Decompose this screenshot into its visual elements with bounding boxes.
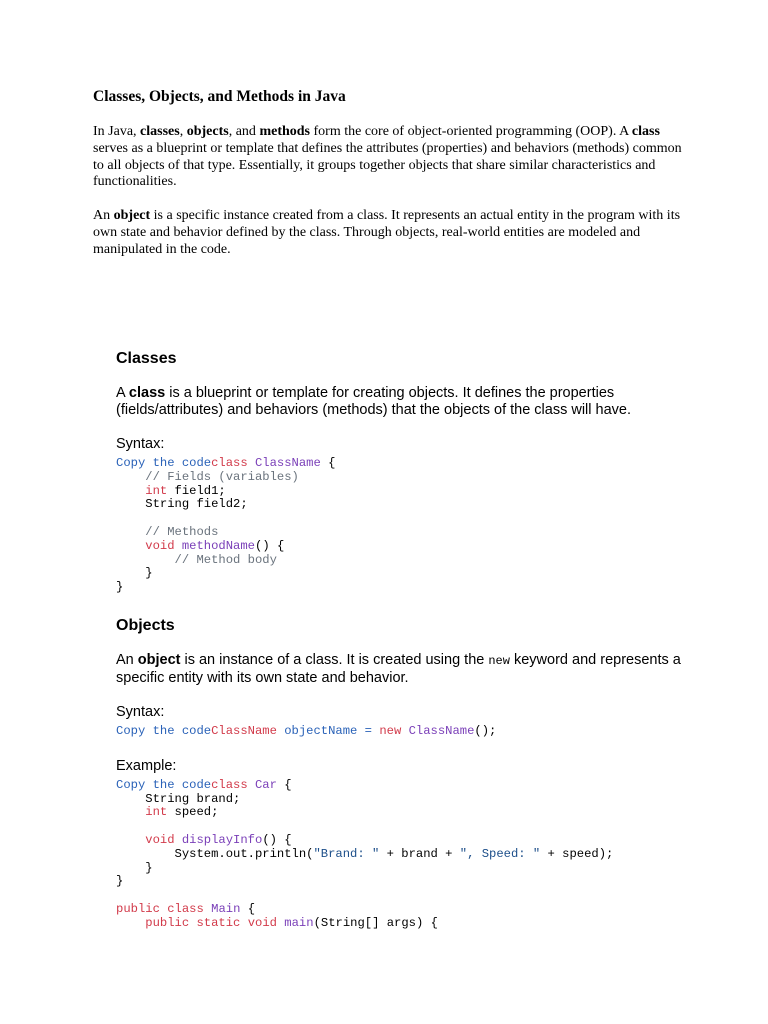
code-keyword: class [211,456,248,470]
copy-code-button[interactable]: Copy the code [116,777,212,792]
code-text: String field2; [145,497,248,512]
code-keyword: void [145,538,175,553]
code-text: { [240,901,256,916]
code-text: { [320,456,336,470]
code-text: String brand; [145,791,241,806]
code-text: } [145,860,153,875]
bold-term-class: class [631,124,660,139]
code-identifier: methodName [181,538,255,553]
code-text: } [116,874,124,889]
code-string: ", Speed: " [459,846,541,861]
text-run: serves as a blueprint or template that defines the attributes (properties) and behaviors (methods) common to all objects of that type. Essentially, it groups together objects that share similar characteristics and functionalities. [93,140,682,190]
code-text: System.out.println( [174,846,314,861]
text-run: A [116,385,129,401]
text-run: is an instance of a class. It is created using the [180,652,489,668]
code-text: objectName = [276,724,380,738]
code-text: () { [255,538,285,553]
code-keyword: void [247,915,277,930]
objects-syntax-code-block [116,725,686,739]
code-keyword: class [167,901,204,916]
code-keyword: class [211,777,248,792]
code-text: } [145,566,153,581]
classes-description [116,385,686,419]
text-run: keyword and represents a specific entity with its own state and behavior. [116,652,681,686]
code-comment: // Fields (variables) [145,469,299,484]
code-string: "Brand: " [313,846,380,861]
code-text: (String[] args) { [313,915,438,930]
copy-code-button[interactable]: Copy the code [116,456,212,470]
code-text: (); [474,724,497,738]
inline-code-new: new [488,654,510,668]
classes-syntax-label: Syntax: [116,436,165,452]
text-run: , and [228,124,260,139]
code-text: } [116,580,124,595]
code-identifier: ClassName [211,724,277,738]
code-text: () { [262,832,292,847]
classes-section [116,350,686,595]
code-text: + speed); [540,846,614,861]
classes-heading: Classes [116,350,177,367]
intro-paragraph-2 [93,208,683,258]
text-run: An [93,208,114,223]
bold-term-classes: classes [140,124,180,139]
objects-example-label: Example: [116,757,177,774]
code-keyword: static [196,915,241,930]
bold-term-object: object [137,652,181,668]
code-text: speed; [167,805,219,820]
text-run: is a specific instance created from a class. It represents an actual entity in the program with its own state and behavior defined by the class. Through objects, real-world entities are modeled and manipulated in the code. [93,208,681,257]
text-run: form the core of object-oriented programming (OOP). A [310,124,632,139]
code-identifier: ClassName [254,456,321,470]
text-run: In Java, [93,124,141,139]
bold-term-object: object [113,208,151,223]
code-comment: // Methods [145,524,219,539]
objects-syntax-label: Syntax: [116,704,165,720]
code-identifier: ClassName [408,724,475,738]
code-keyword: new [379,724,402,738]
text-run: An [116,652,138,668]
objects-section [116,617,686,931]
code-identifier: Car [254,777,277,792]
code-keyword: int [145,483,168,498]
copy-code-button[interactable]: Copy the code [116,724,212,738]
bold-term-methods: methods [259,124,310,139]
code-text: + brand + [379,846,460,861]
intro-paragraph-1 [93,124,683,191]
bold-term-class: class [128,385,166,401]
document-title: Classes, Objects, and Methods in Java [93,88,346,105]
objects-description [116,652,686,687]
code-identifier: main [284,915,314,930]
bold-term-objects: objects [186,124,229,139]
code-identifier: Main [211,901,241,916]
classes-code-block [116,457,686,595]
code-identifier: displayInfo [181,832,263,847]
objects-heading: Objects [116,617,175,634]
code-keyword: public [145,915,190,930]
code-keyword: public [116,901,160,916]
text-run: , [179,124,187,139]
text-run: is a blueprint or template for creating objects. It defines the properties (fields/attributes) and behaviors (methods) that the objects of the class will have. [116,385,632,418]
code-comment: // Method body [174,552,277,567]
code-text: field1; [167,483,226,498]
code-keyword: int [145,805,168,820]
code-keyword: void [145,832,175,847]
code-text: { [276,777,292,792]
objects-example-code-block [116,779,686,931]
